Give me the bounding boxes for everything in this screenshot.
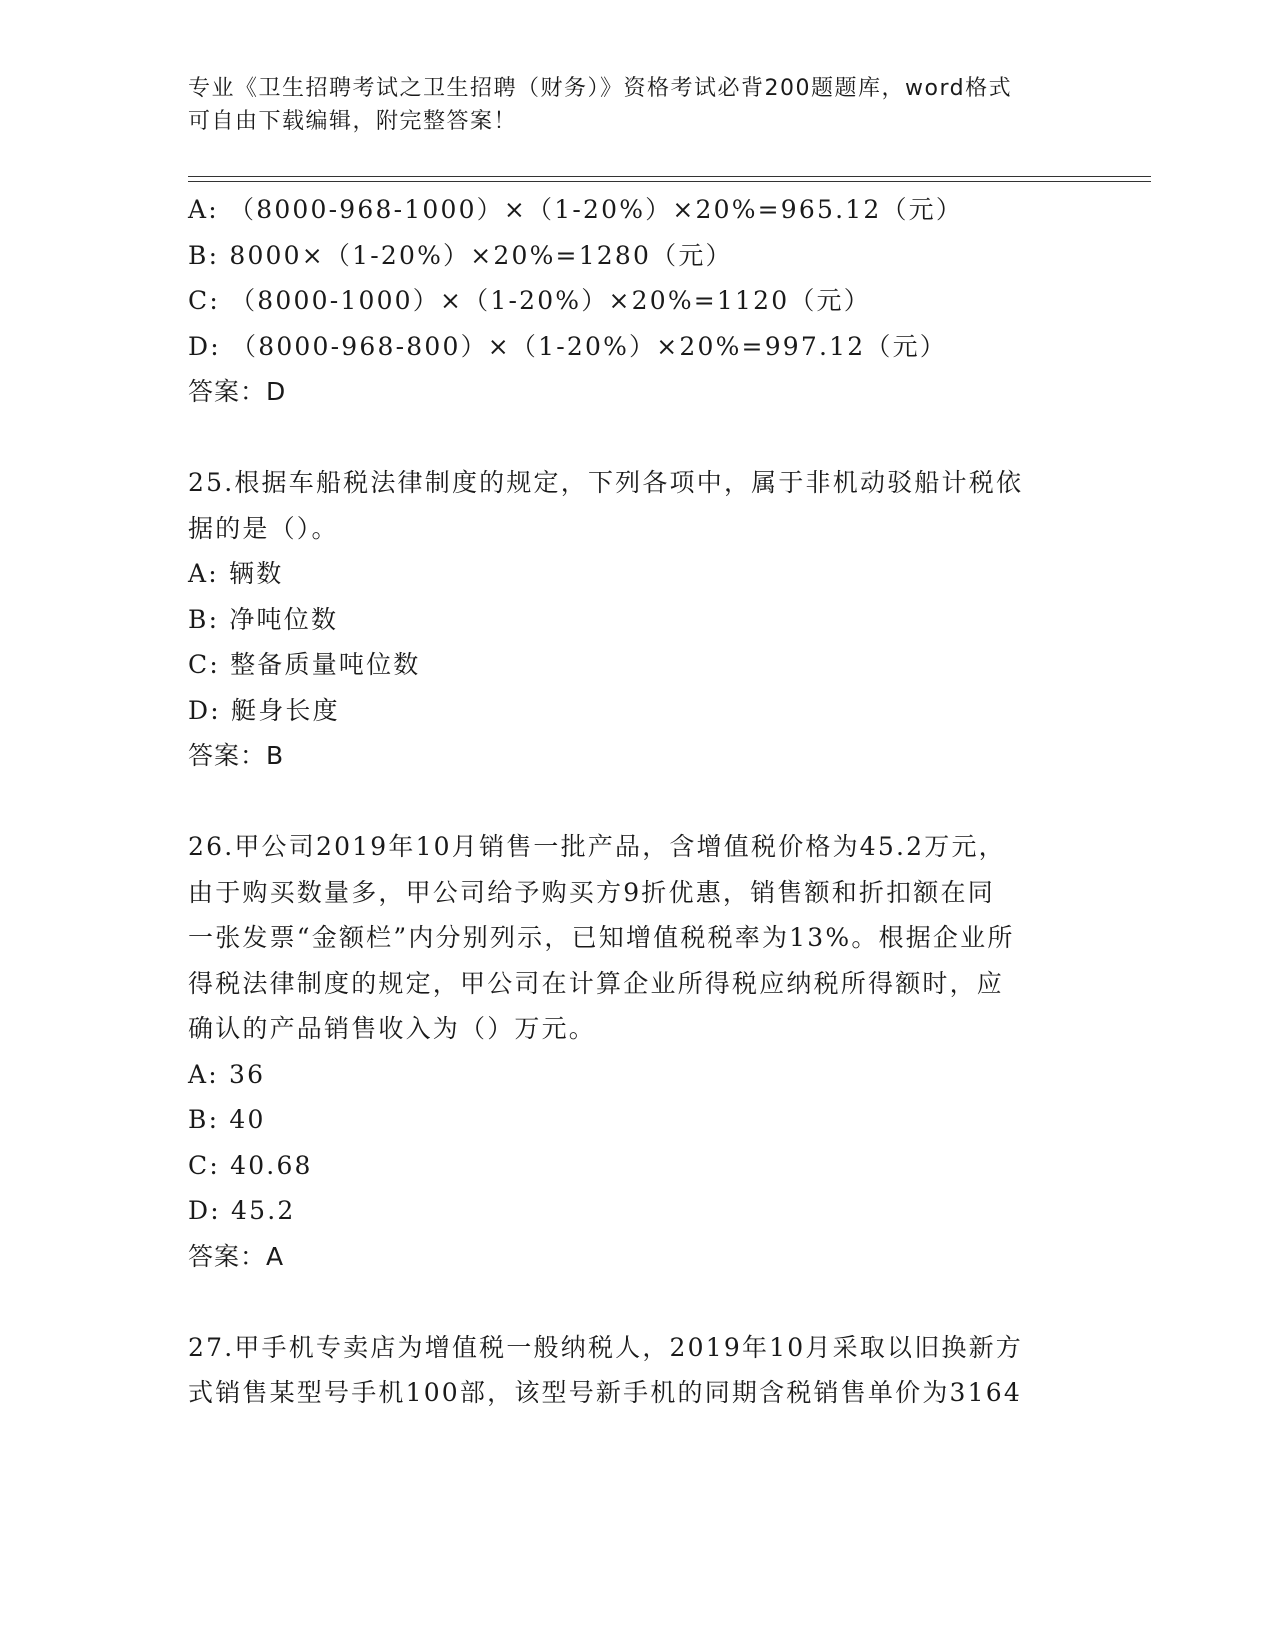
question-text-line: 由于购买数量多，甲公司给予购买方9折优惠，销售额和折扣额在同: [188, 877, 995, 907]
question-25: [188, 460, 1088, 779]
option-a: A: 辆数: [188, 559, 284, 588]
answer: 答案：B: [188, 741, 285, 770]
option-d: D: 45.2: [188, 1196, 296, 1225]
question-27: [188, 1325, 1088, 1416]
question-26: [188, 824, 1088, 1279]
option-b: B: 40: [188, 1105, 266, 1134]
option-c: C: 40.68: [188, 1150, 313, 1180]
question-text-line: 一张发票“金额栏”内分别列示，已知增值税税率为13%。根据企业所: [188, 923, 1015, 952]
question-text-line: 得税法律制度的规定，甲公司在计算企业所得税应纳税所得额时，应: [188, 968, 1005, 998]
question-text-line: 据的是（）。: [188, 513, 339, 543]
question-text-line: 确认的产品销售收入为（）万元。: [188, 1014, 597, 1043]
option-d: D: （8000-968-800）×（1-20%）×20%=997.12（元）: [188, 331, 947, 361]
question-text-line: 25.根据车船税法律制度的规定，下列各项中，属于非机动驳船计税依: [188, 468, 1024, 497]
spacer: [188, 415, 1088, 461]
question-text-line: 式销售某型号手机100部，该型号新手机的同期含税销售单价为3164: [188, 1378, 1022, 1407]
option-a: A: 36: [188, 1059, 266, 1089]
answer: 答案：A: [188, 1241, 285, 1271]
spacer: [188, 1279, 1088, 1325]
option-c: C: （8000-1000）×（1-20%）×20%=1120（元）: [188, 286, 871, 315]
question-text-line: 27.甲手机专卖店为增值税一般纳税人，2019年10月采取以旧换新方: [188, 1332, 1023, 1362]
option-c: C: 整备质量吨位数: [188, 650, 421, 679]
option-a: A: （8000-968-1000）×（1-20%）×20%=965.12（元）: [188, 195, 964, 224]
header-line-2: 可自由下载编辑，附完整答案！: [188, 109, 518, 134]
option-b: B: 净吨位数: [188, 604, 339, 634]
spacer: [188, 779, 1088, 825]
header-divider-bottom: [188, 181, 1151, 182]
document-body: [188, 187, 1088, 1416]
document-header: [188, 72, 1088, 138]
answer: 答案：D: [188, 377, 287, 406]
option-b: B: 8000×（1-20%）×20%=1280（元）: [188, 240, 733, 270]
option-d: D: 艇身长度: [188, 695, 340, 725]
header-divider-top: [188, 176, 1151, 177]
header-line-1: 专业《卫生招聘考试之卫生招聘（财务）》资格考试必背200题题库，word格式: [188, 76, 1013, 101]
question-24-options: [188, 187, 1088, 415]
question-text-line: 26.甲公司2019年10月销售一批产品，含增值税价格为45.2万元，: [188, 832, 1006, 861]
